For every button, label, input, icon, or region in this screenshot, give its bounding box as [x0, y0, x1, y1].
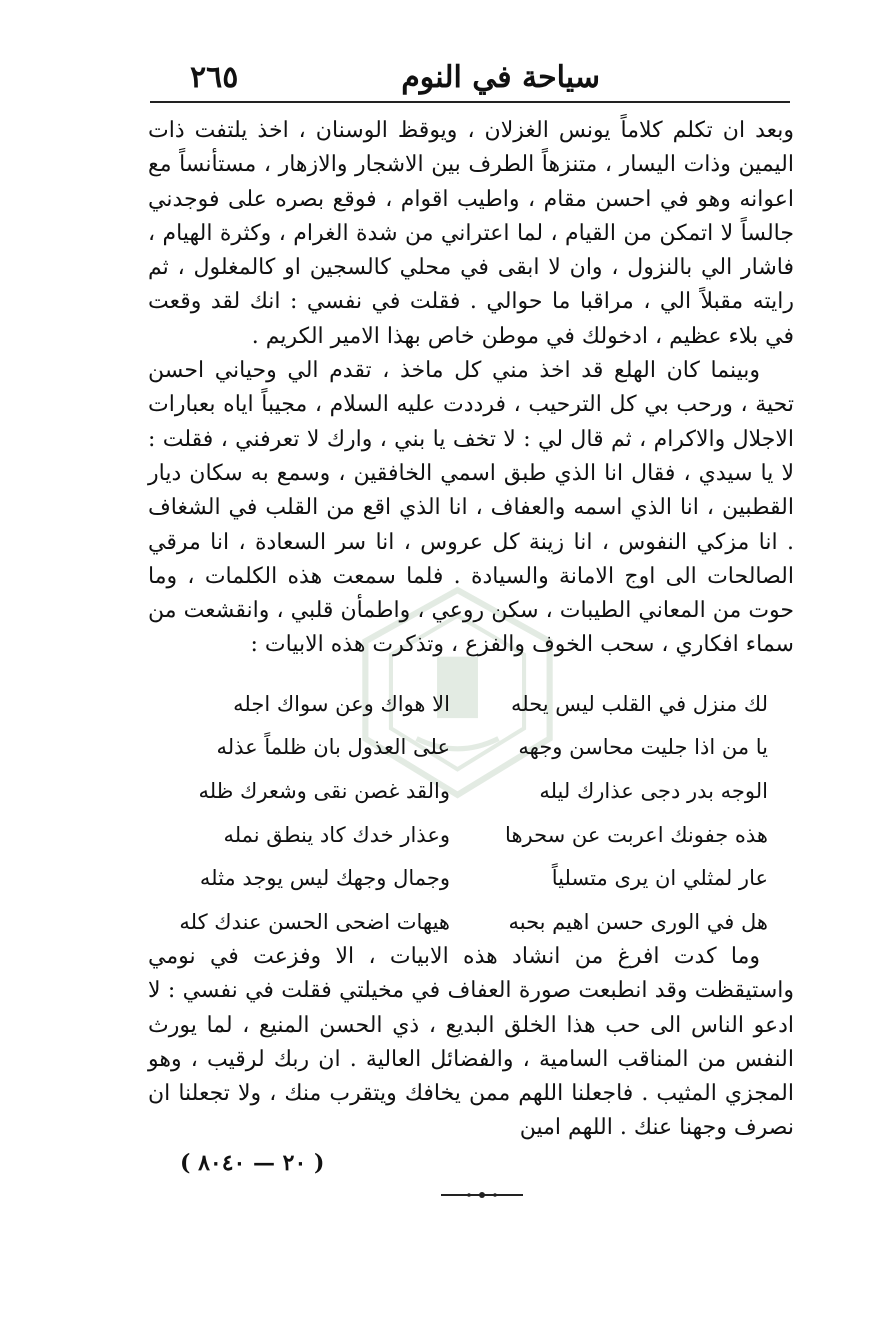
poem-verse [178, 769, 768, 813]
poem-verse [178, 900, 768, 944]
poem-first-hemistich: هذه جفونك اعربت عن سحرها [505, 822, 768, 847]
poem-verse [178, 726, 768, 770]
paragraph-2: وبينما كان الهلع قد اخذ مني كل ماخذ ، تقدم الي وحياني احسن تحية ، ورحب بي كل الترحيب ، فرددت عليه السلام ، مجيباً اياه بعبارات الاجلال والاكرام ، ثم قال لي : لا تخف يا بني ، وارك لا تعرفني ، فقلت : لا يا سيدي ، فقال انا الذي طبق اسمي الخافقين ، وسمع به سكان ديار القطبين ، انا الذي اسمه والعفاف ، انا الذي اقع من القلب في الشغاف . انا مزكي النفوس ، انا زينة كل عروس ، انا سر السعادة ، انا مرقي الصالحات الى اوج الامانة والسيادة . فلما سمعت هذه الكلمات ، وما حوت من المعاني الطيبات ، سكن روعي ، واطمأن قلبي ، وانقشعت من سماء افكاري ، سحب الخوف والفزع ، وتذكرت هذه الابيات : [148, 358, 794, 658]
poem-first-hemistich: يا من اذا جليت محاسن وجهه [518, 735, 768, 760]
poem-second-hemistich: الا هواك وعن سواك اجله [233, 691, 450, 716]
poem-verse [178, 813, 768, 857]
poem-second-hemistich: والقد غصن نقى وشعرك ظله [198, 778, 450, 803]
poem-second-hemistich: وجمال وجهك ليس يوجد مثله [199, 866, 450, 891]
page-number: ٢٦٥ [190, 60, 239, 95]
end-ornament-icon [441, 1191, 523, 1199]
paragraph-3: وما كدت افرغ من انشاد هذه الابيات ، الا وفزعت في نومي واستيقظت وقد انطبعت صورة العفاف في مخيلتي فقلت في نفسي : لا ادعو الناس الى حب هذا الخلق البديع ، ذي الحسن المنيع ، لما يورث النفس من المناقب السامية ، والفضائل العالية . ان ربك لرقيب ، وهو المجزي المثيب . فاجعلنا اللهم ممن يخافك ويتقرب منك ، ولا تجعلنا ان نصرف وجهنا عنك . اللهم امين [148, 944, 794, 1141]
header-rule [150, 101, 790, 103]
poem-second-hemistich: على العذول بان ظلماً عذله [216, 735, 450, 760]
poem-first-hemistich: هل في الورى حسن اهيم بحبه [508, 909, 768, 934]
poem-first-hemistich: عار لمثلي ان يرى متسلياً [551, 866, 768, 891]
printer-signature: ( ٢٠ — ٨٠٤٠ ) [180, 1150, 325, 1176]
poem [178, 682, 768, 944]
body-text-top [148, 114, 794, 663]
poem-verse [178, 856, 768, 900]
poem-second-hemistich: وعذار خدك كاد ينطق نمله [223, 822, 450, 847]
poem-first-hemistich: الوجه بدر دجى عذارك ليله [539, 778, 768, 803]
poem-first-hemistich: لك منزل في القلب ليس يحله [511, 691, 768, 716]
page-header [150, 56, 790, 102]
poem-second-hemistich: هيهات اضحى الحسن عندك كله [179, 909, 450, 934]
running-title: سياحة في النوم [401, 60, 600, 95]
paragraph-1: وبعد ان تكلم كلاماً يونس الغزلان ، ويوقظ الوسنان ، اخذ يلتفت ذات اليمين وذات اليسار ، متنزهاً الطرف بين الاشجار والازهار ، مستأنساً مع اعوانه وهو في احسن مقام ، واطيب اقوام ، فوقع بصره على فوجدني جالساً لا اتمكن من القيام ، لما اعتراني من شدة الغرام ، وكثرة الهيام ، فاشار الي بالنزول ، وان لا ابقى في محلي كالسجين او كالمغلول ، ثم رايته مقبلاً الي ، مراقبا ما حوالي . فقلت في نفسي : انك لقد وقعت في بلاء عظيم ، ادخولك في موطن خاص بهذا الامير الكريم . [148, 118, 794, 349]
poem-verse [178, 682, 768, 726]
body-text-bottom [148, 940, 794, 1146]
